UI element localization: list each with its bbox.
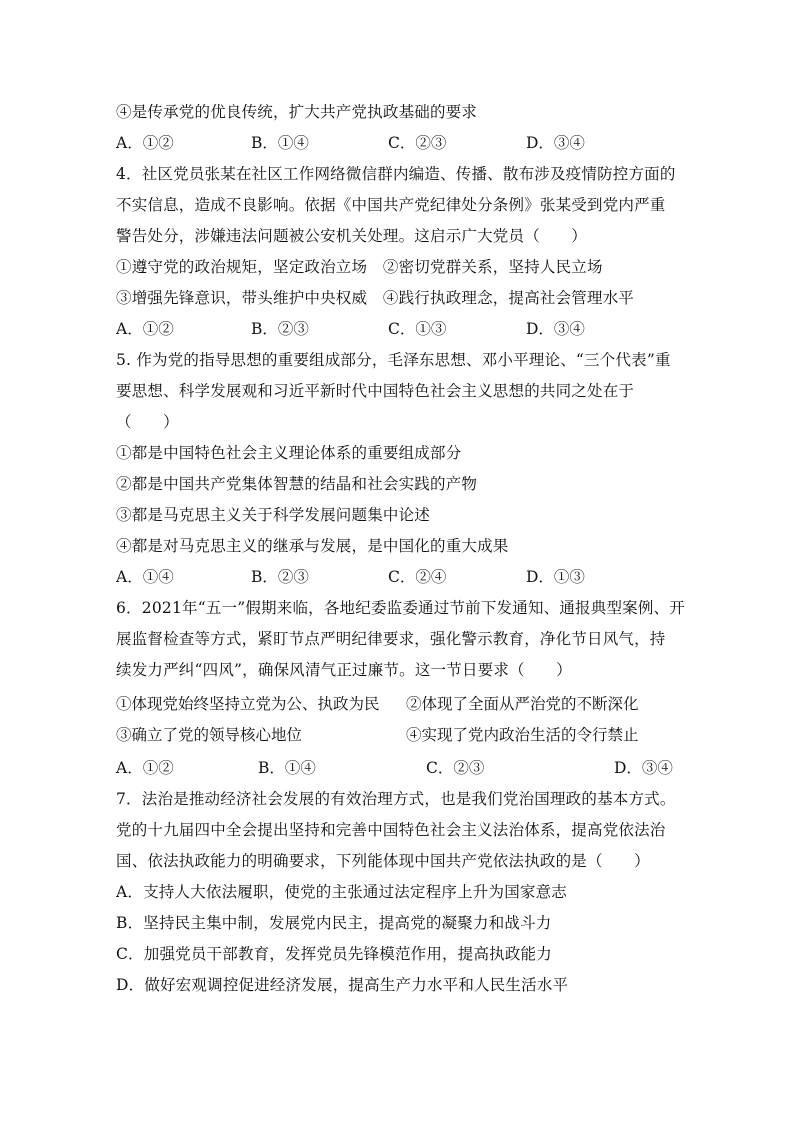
prev-options: [116, 128, 696, 158]
q4-option-d[interactable]: D．③④: [526, 320, 585, 338]
q7-option-c[interactable]: C．加强党员干部教育，发挥党员先锋模范作用，提高执政能力: [116, 945, 552, 963]
q6-item-3: ③确立了党的领导核心地位: [116, 726, 303, 744]
q5-item-1: ①都是中国特色社会主义理论体系的重要组成部分: [116, 444, 462, 462]
q6-options: [116, 753, 696, 783]
q5-option-d[interactable]: D．①③: [526, 568, 585, 586]
q7-option-d[interactable]: D．做好宏观调控促进经济发展，提高生产力水平和人民生活水平: [116, 976, 569, 994]
prev-option-b[interactable]: B．①④: [251, 134, 309, 152]
q5-options: [116, 562, 696, 592]
q5-stem-line-3: （ ）: [116, 413, 179, 431]
q4-option-c[interactable]: C．①③: [388, 320, 447, 338]
q5-stem-line-2: 要思想、科学发展观和习近平新时代中国特色社会主义思想的共同之处在于: [116, 382, 635, 400]
q6-item-2: ②体现了全面从严治党的不断深化: [406, 695, 639, 713]
q6-stem-line-1: 6．2021年“五一”假期来临，各地纪委监委通过节前下发通知、通报典型案例、开: [116, 599, 685, 617]
q4-stem-line-2: 不实信息，造成不良影响。依据《中国共产党纪律处分条例》张某受到党内严重: [116, 196, 666, 214]
q4-option-b[interactable]: B．②③: [251, 320, 309, 338]
prev-option-c[interactable]: C．②③: [388, 134, 447, 152]
q6-item-4: ④实现了党内政治生活的令行禁止: [406, 726, 639, 744]
q4-option-a[interactable]: A．①②: [116, 320, 174, 338]
q7-option-b[interactable]: B．坚持民主集中制，发展党内民主，提高党的凝聚力和战斗力: [116, 914, 552, 932]
prev-item-4: ④是传承党的优良传统，扩大共产党执政基础的要求: [116, 103, 478, 121]
q5-option-b[interactable]: B．②③: [251, 568, 309, 586]
prev-option-a[interactable]: A．①②: [116, 134, 174, 152]
q4-stem-line-1: 4．社区党员张某在社区工作网络微信群内编造、传播、散布涉及疫情防控方面的: [116, 165, 676, 183]
q4-options: [116, 314, 696, 344]
prev-option-d[interactable]: D．③④: [526, 134, 585, 152]
q5-item-4: ④都是对马克思主义的继承与发展，是中国化的重大成果: [116, 537, 509, 555]
q5-option-c[interactable]: C．②④: [388, 568, 447, 586]
q6-option-a[interactable]: A．①②: [116, 759, 174, 777]
q6-stem-line-2: 展监督检查等方式，紧盯节点严明纪律要求，强化警示教育，净化节日风气，持: [116, 630, 666, 648]
q7-option-a[interactable]: A．支持人大依法履职，使党的主张通过法定程序上升为国家意志: [116, 883, 567, 901]
q5-option-a[interactable]: A．①④: [116, 568, 174, 586]
q5-item-2: ②都是中国共产党集体智慧的结晶和社会实践的产物: [116, 475, 478, 493]
q5-stem-line-1: 5. 作为党的指导思想的重要组成部分，毛泽东思想、邓小平理论、“三个代表”重: [116, 351, 671, 369]
q7-stem-line-2: 党的十九届四中全会提出坚持和完善中国特色社会主义法治体系，提高党依法治: [116, 821, 666, 839]
q5-item-3: ③都是马克思主义关于科学发展问题集中论述: [116, 506, 431, 524]
q6-option-b[interactable]: B．①④: [258, 759, 316, 777]
q6-item-1: ①体现党始终坚持立党为公、执政为民: [116, 695, 380, 713]
q6-stem-line-3: 续发力严纠“四风”，确保风清气正过廉节。这一节日要求（ ）: [116, 661, 572, 679]
q4-items-line-1: ①遵守党的政治规矩，坚定政治立场 ②密切党群关系，坚持人民立场: [116, 258, 603, 276]
q4-stem-line-3: 警告处分，涉嫌违法问题被公安机关处理。这启示广大党员（ ）: [116, 227, 588, 245]
q6-items-row-1: [116, 689, 696, 719]
q7-stem-line-3: 国、依法执政能力的明确要求，下列能体现中国共产党依法执政的是（ ）: [116, 852, 650, 870]
q4-items-line-2: ③增强先锋意识，带头维护中央权威 ④践行执政理念，提高社会管理水平: [116, 289, 635, 307]
q7-stem-line-1: 7．法治是推动经济社会发展的有效治理方式，也是我们党治国理政的基本方式。: [116, 790, 676, 808]
q6-option-d[interactable]: D．③④: [614, 759, 673, 777]
q6-items-row-2: [116, 720, 696, 750]
q6-option-c[interactable]: C．②③: [426, 759, 485, 777]
